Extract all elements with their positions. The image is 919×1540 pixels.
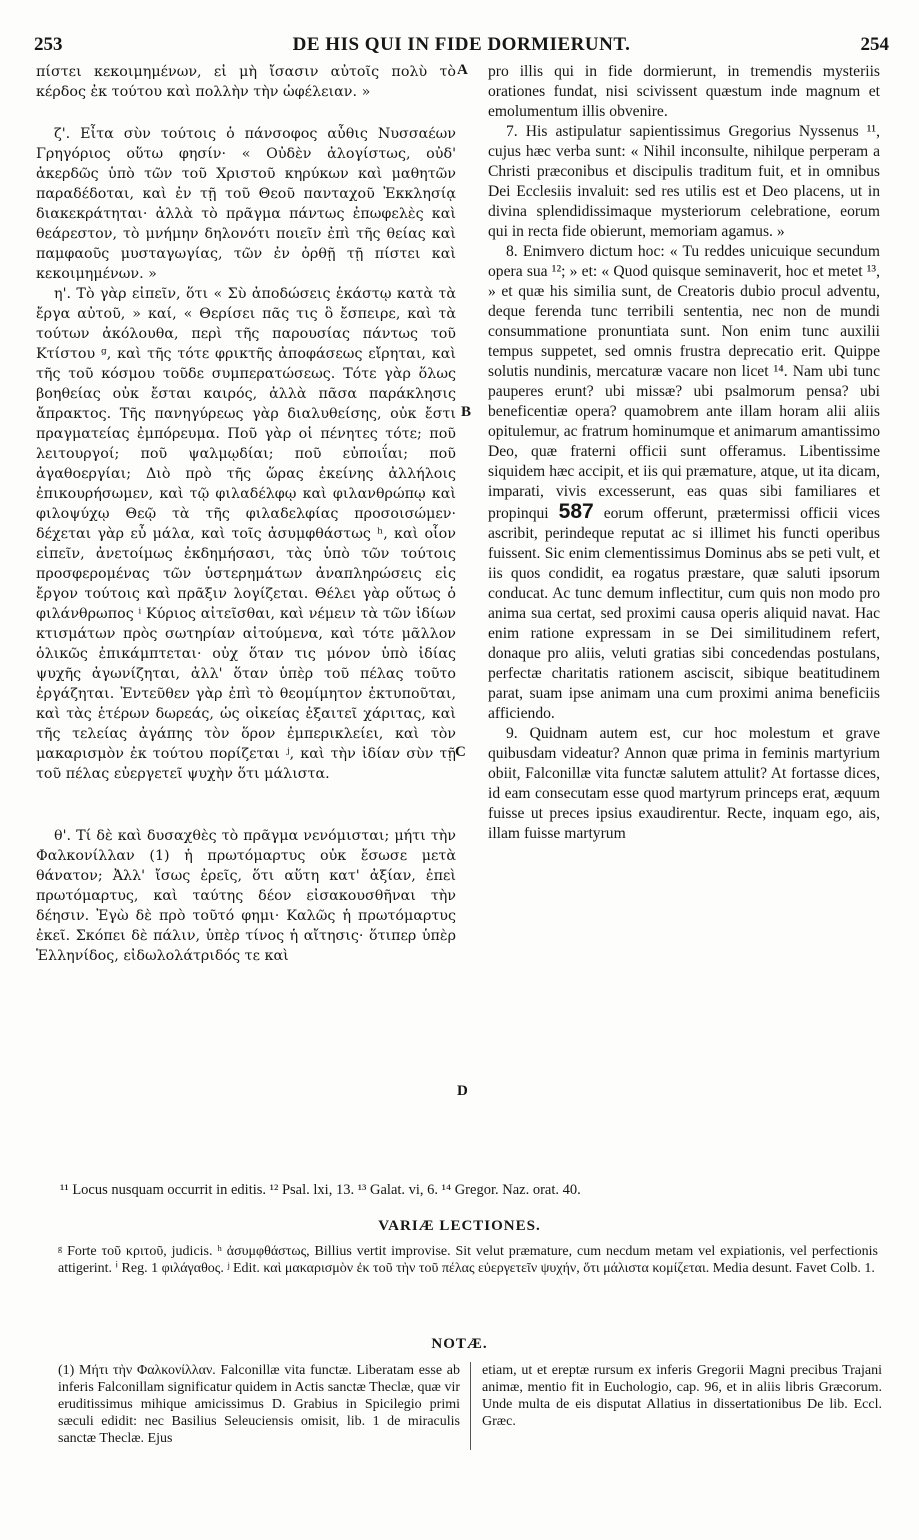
scripture-footnotes: ¹¹ Locus nusquam occurrit in editis. ¹² Psal. lxi, 13. ¹³ Galat. vi, 6. ¹⁴ Gregor. Naz. orat. 40. [60,1182,581,1198]
latin-paragraph-8-part2: eorum offerunt, prætermissi officii vices ascribit, perindeque reputat ac si illimet his functi operibus fuissent. Sic enim clementissimus Dominus abs se peti vult, et iis quos condidit, ea rogatus præstare, quæ saluti ipsorum conducat. Ac tunc demum inflectitur, cum quis non modo pro anima sua certat, sed proximi causa operis aliquid navat. Hac enim ratione expressam in se Dei similitudinem refert, donaque pro aliis, veluti gratias sibi concedendas postulans, perfectæ charitatis rationem asciscit, sibique beatitudinem parat, suam ipse animam una cum proximi anima beneficiis afficiendo. [488,505,880,722]
variae-lectiones [58,1244,878,1277]
greek-column [36,62,456,966]
page-number-left: 253 [34,34,63,55]
greek-paragraph-9: θ'. Τί δὲ καὶ δυσαχθὲς τὸ πρᾶγμα νενόμισται; μήτι τὴν Φαλκονίλλαν (1) ἡ πρωτόμαρτυς οὐκ ἔσωσε μετὰ θάνατον; Ἀλλ' ἴσως ἐρεῖς, ὅτι αὕτη κατ' ἀξίαν, ἐπεὶ πρωτόμαρτυς, καὶ ταύτης δέον εἰσακουσθῆναι τὴν δέησιν. Ἐγὼ δὲ πρὸ τοῦτό φημι· Καλῶς ἡ πρωτόμαρτυς ἐκεῖ. Σκόπει δὲ πάλιν, ὑπὲρ τίνος ἡ αἴτησις· ὅτιπερ ὑπὲρ Ἑλληνίδος, εἰδωλολάτριδός τε καὶ [36,828,456,964]
latin-paragraph-continuation: pro illis qui in fide dormierunt, in tremendis mysteriis orationes fundat, nisi scivissent quæstum inde magnum et emolumentum illis obvenire. [488,63,880,120]
notes-column-divider [470,1362,471,1450]
latin-paragraph-8 [488,242,880,724]
notae-right-text: etiam, ut et ereptæ rursum ex inferis Gregorii Magni precibus Trajani animæ, mentio fit in Euchologio, cap. 96, et in aliis libris Græcorum. Unde multa de eis disputat Allatius in dissertationibus De lib. Eccl. Græc. [482,1363,882,1429]
margin-letter-d: D [457,1083,468,1099]
latin-paragraph-7: 7. His astipulatur sapientissimus Gregorius Nyssenus ¹¹, cujus hæc verba sunt: « Nihil inconsulte, nihilque perperam a Christi præconibus et discipulis traditum fuit, et in omnibus Dei Ecclesiis invaluit: sed res utilis est et Deo placens, ut in divina splendidissimaque mysteriorum celebratione, eorum qui in recta fide obierunt, memoriam agamus. » [488,123,880,240]
migne-column-marker: 587 [558,500,594,523]
notae-heading: NOTÆ. [431,1336,488,1352]
variae-lectiones-heading: VARIÆ LECTIONES. [378,1218,541,1234]
notae-right-column [482,1362,882,1430]
margin-letter-c: C [455,744,466,760]
latin-column [488,62,880,844]
margin-letter-b: B [461,404,472,420]
latin-paragraph-9: 9. Quidnam autem est, cur hoc molestum et grave quibusdam videatur? Annon quæ prima in feminis martyrium obiit, Falconillæ vita functæ salutem attulit? At fortasse dices, id eam consecutam esse quod martyrum princeps erat, æquum fuisse ut preces ipsius exaudirentur. Recte, inquam ego, ais, illam fuisse martyrum [488,725,880,842]
page-number-right: 254 [860,34,889,55]
latin-paragraph-8-part1: 8. Enimvero dictum hoc: « Tu reddes unicuique secundum opera sua ¹²; » et: « Quod quisque seminaverit, hoc et metet ¹³, » et quæ his similia sunt, de Creatoris dubio procul adventu, deque ferenda tunc terribili sententia, nec non de mundi consummatione pronuntiata sunt. Non enim tunc auxilii tempus suppetet, sed omnis frustra deprecatio erit. Quippe solutis nundinis, mercaturæ vacare non licet ¹⁴. Nam ubi tunc pauperes erunt? ubi missæ? ubi psalmorum pensa? ubi beneficentiæ opera? quamobrem ante illam horam alii aliis opitulemur, ac fratrum hominumque et animarum amantissimo Deo, quæ fraterni officii sunt offeramus. Libentissime siquidem hæc accipit, et iis qui præmature, atque, ut ita dicam, imparati, vivis excesserunt, eas quas sibi familiares et propinqui [488,243,880,522]
greek-paragraph-7: ζ'. Εἶτα σὺν τούτοις ὁ πάνσοφος αὖθις Νυσσαέων Γρηγόριος οὕτω φησίν· « Οὐδὲν ἀλογίστως, οὐδ' ἀκερδῶς ὑπὸ τῶν τοῦ Χριστοῦ κηρύκων καὶ μαθητῶν παραδέδοται, καὶ ἐν τῇ τοῦ Θεοῦ πανταχοῦ Ἐκκλησίᾳ διακεκράτηται· ἀλλὰ τὸ πρᾶγμα πάντως ἐπωφελὲς καὶ θεάρεστον, τὸ μνήμην δηλονότι ποιεῖν ἐπὶ τῆς θείας καὶ παμφαοῦς μυσταγωγίας, τῶν ἐν ὀρθῇ τῇ πίστει καὶ κεκοιμημένων. » [36,126,456,282]
running-header [34,34,889,58]
margin-letter-a: A [457,62,468,78]
running-title: DE HIS QUI IN FIDE DORMIERUNT. [292,34,631,55]
variae-lectiones-text: ᵍ Forte τοῦ κριτοῦ, judicis. ʰ ἀσυμφθάστως, Billius vertit improvise. Sit velut præmature, cum necdum metam vel expiationis, vel perfectionis attigerint. ⁱ Reg. 1 φιλάγαθος. ʲ Edit. καὶ μακαρισμὸν ἐκ τοῦ τὴν τοῦ πέλας εὐεργετεῖν ψυχήν, ὅτι μάλιστα κομίζεται. Media desunt. Favet Colb. 1. [58,1244,878,1276]
greek-paragraph-8: η'. Τὸ γὰρ εἰπεῖν, ὅτι « Σὺ ἀποδώσεις ἑκάστῳ κατὰ τὰ ἔργα αὐτοῦ, » καί, « Θερίσει πᾶς τις ὃ ἔσπειρε, καὶ τὰ τούτων ἀκόλουθα, περὶ τῆς παρουσίας πάντως τοῦ Κτίστου ᵍ, καὶ τῆς τότε φρικτῆς ἀποφάσεως εἴρηται, καὶ τῆς τοῦ κόσμου τοῦδε συμπερατώσεως. Τότε γὰρ ὅλως βοηθείας οὐκ ἔσται καιρός, ἀλλὰ πᾶσα παράκλησις ἄπρακτος. Τῆς πανηγύρεως γὰρ διαλυθείσης, οὐκ ἔστι πραγματείας ἐμπόρευμα. Ποῦ γὰρ οἱ πένητες τότε; ποῦ λειτουργοί; ποῦ ψαλμῳδίαι; ποῦ εὐποιΐαι; ποῦ ἀγαθοεργίαι; Διὸ πρὸ τῆς ὥρας ἐκείνης ἀλλήλοις ἐπικουρήσωμεν, καὶ τῷ φιλαδέλφῳ καὶ φιλανθρώπῳ καὶ φιλοψύχῳ Θεῷ τὰ τῆς φιλαδελφίας προσοισώμεν· δέχεται γὰρ εὖ μάλα, καὶ τοῖς ἀσυμφθάστως ʰ, καὶ οἷον εἰπεῖν, ἀνετοίμως ἐκδημήσασι, τὰς ὑπὸ τῶν τούτοις προσφερομένας τῶν ὑστερημάτων ἀναπληρώσεις εἰς ἔργον τούτοις καὶ πρᾶξιν λογίζεται. Θέλει γὰρ οὕτως ὁ φιλάνθρωπος ⁱ Κύριος αἰτεῖσθαι, καὶ νέμειν τὰ τῶν ἰδίων κτισμάτων πρὸς σωτηρίαν αἰτούμενα, καὶ τότε μᾶλλον ὁλικῶς ἐπικάμπτεται· οὐχ ὅταν τις μόνον ὑπὸ ἰδίας ψυχῆς ἀγωνίζηται, ἀλλ' ὅταν ὑπὲρ τοῦ πέλας τοῦτο ἐργάζηται. Ἐντεῦθεν γὰρ ἐπὶ τὸ θεομίμητον ἐκτυποῦται, καὶ τὰς ἑτέρων δωρεάς, ὡς οἰκείας ἐξαιτεῖ χάριτας, καὶ τῆς τελείας ἀγάπης τὸν ὅρον ἐμπερικλείει, καὶ τὸν μακαρισμὸν ἐκ τούτου πορίζεται ʲ, καὶ τὴν ἰδίαν σὺν τῇ τοῦ πέλας εὐεργετεῖ ψυχὴν ὅτι μάλιστα. [36,286,456,782]
greek-paragraph-continuation: πίστει κεκοιμημένων, εἰ μὴ ἴσασιν αὐτοῖς πολὺ τὸ κέρδος ἐκ τούτου καὶ πολλὴν τὴν ὠφέλειαν. » [36,64,456,100]
notae-left-text: (1) Μήτι τὴν Φαλκονίλλαν. Falconillæ vita functæ. Liberatam esse ab inferis Falconillam significatur quidem in Actis sanctæ Theclæ, quæ vir eruditissimus mihique amicissimus D. Grabius in Spicilegio primi sæculi edidit: nec Basilius Seleuciensis omisit, lib. 1 de miraculis sanctæ Theclæ. Ejus [58,1363,460,1446]
notae-left-column [58,1362,460,1447]
